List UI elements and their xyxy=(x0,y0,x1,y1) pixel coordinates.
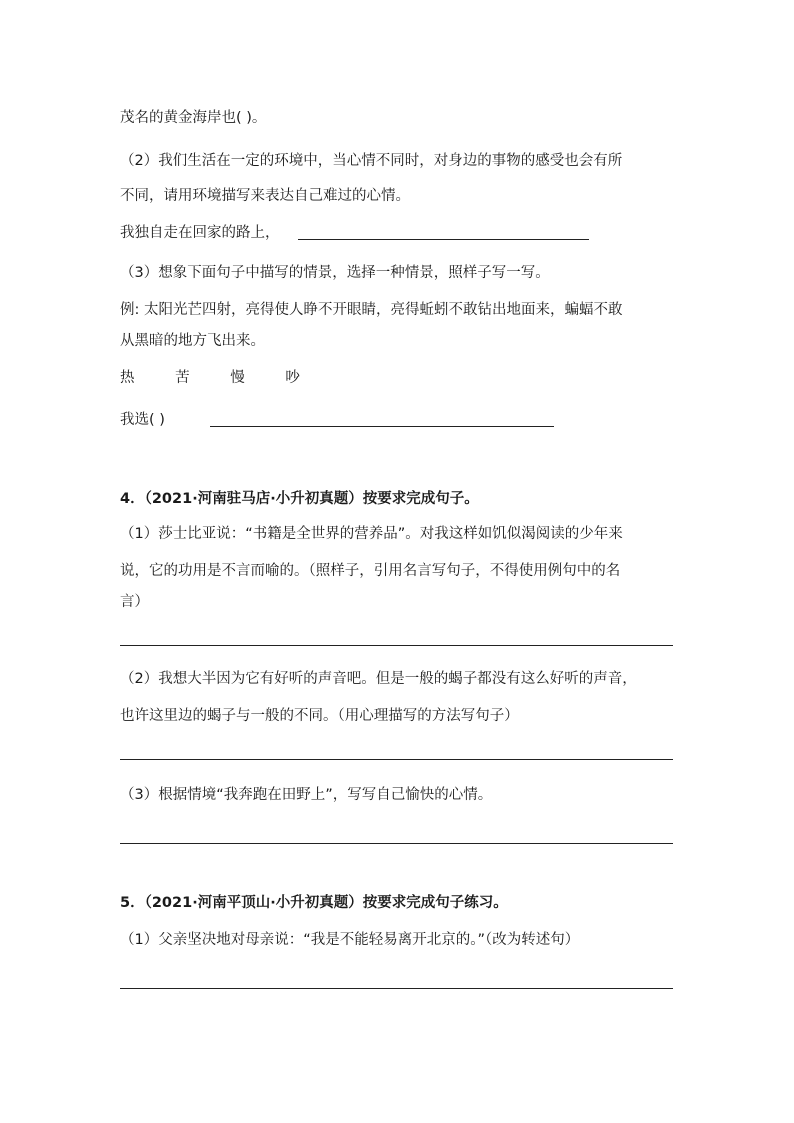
text-line: 例: 太阳光芒四射，亮得使人睁不开眼睛，亮得蚯蚓不敢钻出地面来，蝙蝠不敢 xyxy=(120,302,623,318)
option-item: 慢 xyxy=(230,370,245,386)
answer-line[interactable] xyxy=(298,239,589,240)
option-item: 吵 xyxy=(285,370,300,386)
option-item: 热 xyxy=(120,370,135,386)
text-line: （1）父亲坚决地对母亲说：“我是不能轻易离开北京的。”（改为转述句） xyxy=(120,932,580,948)
text-line: （1）莎士比亚说：“书籍是全世界的营养品”。对我这样如饥似渴阅读的少年来 xyxy=(120,526,623,542)
option-list xyxy=(120,368,336,388)
text-line: 也许这里边的蝎子与一般的不同。（用心理描写的方法写句子） xyxy=(120,708,519,724)
text-line: 茂名的黄金海岸也( )。 xyxy=(120,110,267,126)
text-line: 我独自走在回家的路上， xyxy=(120,225,280,241)
text-line: （2）我们生活在一定的环境中，当心情不同时，对身边的事物的感受也会有所 xyxy=(120,153,623,169)
text-line: （2）我想大半因为它有好听的声音吧。但是一般的蝎子都没有这么好听的声音， xyxy=(120,671,637,687)
text-line: 言） xyxy=(120,594,149,610)
answer-line[interactable] xyxy=(210,426,554,427)
text-line: （3）想象下面句子中描写的情景，选择一种情景，照样子写一写。 xyxy=(120,265,550,281)
answer-line[interactable] xyxy=(120,843,673,844)
text-line: 说，它的功用是不言而喻的。（照样子，引用名言写句子，不得使用例句中的名 xyxy=(120,563,621,579)
answer-line[interactable] xyxy=(120,759,673,760)
text-line: 不同，请用环境描写来表达自己难过的心情。 xyxy=(120,188,410,204)
option-item: 苦 xyxy=(175,370,190,386)
text-line: 我选( ) xyxy=(120,412,165,428)
question-title: 4．（2021·河南驻马店·小升初真题）按要求完成句子。 xyxy=(120,491,479,507)
text-line: 从黑暗的地方飞出来。 xyxy=(120,333,265,349)
answer-line[interactable] xyxy=(120,645,673,646)
answer-line[interactable] xyxy=(120,988,673,989)
text-line: （3）根据情境“我奔跑在田野上”，写写自己愉快的心情。 xyxy=(120,787,493,803)
question-title: 5．（2021·河南平顶山·小升初真题）按要求完成句子练习。 xyxy=(120,895,508,911)
